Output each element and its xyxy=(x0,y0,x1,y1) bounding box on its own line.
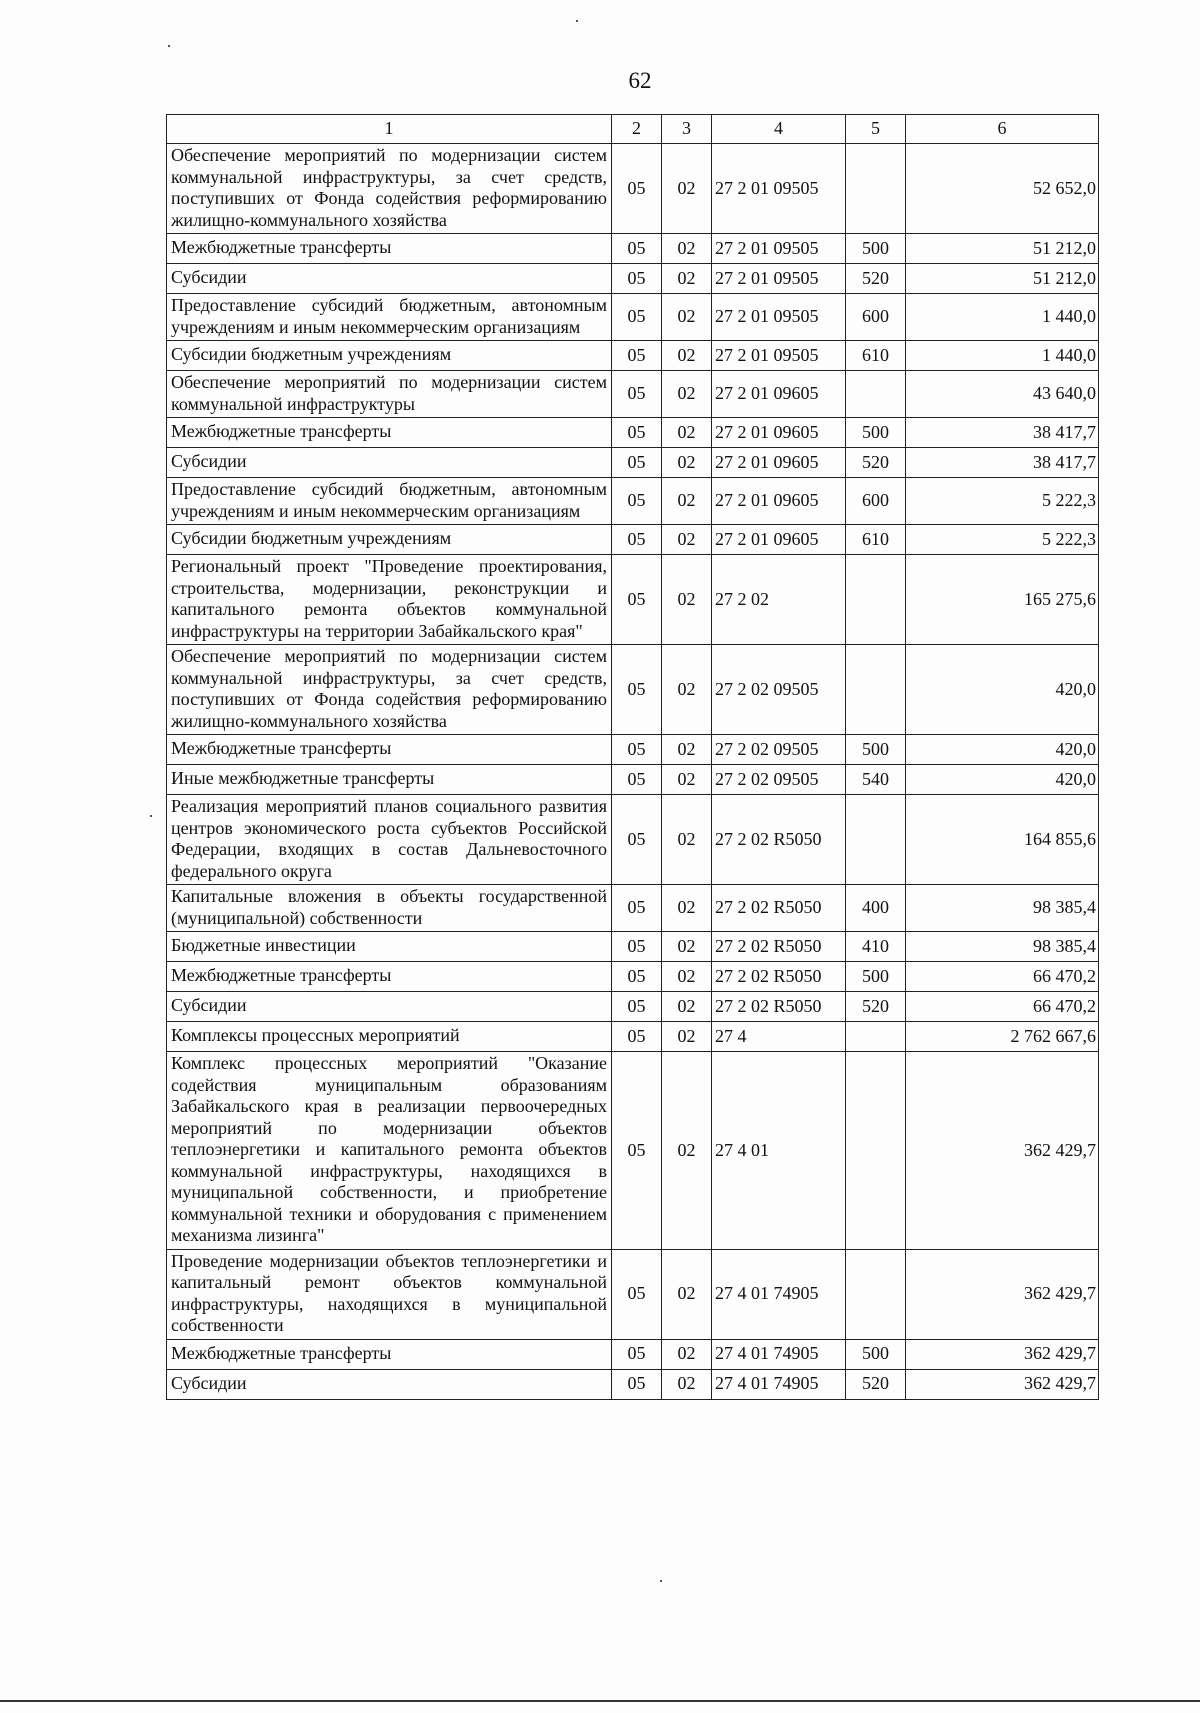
budget-item-name: Обеспечение мероприятий по модернизации систем коммунальной инфраструктуры, за счет средств, поступивших от Фонда содействия реформированию жилищно-коммунального хозяйства xyxy=(167,645,612,735)
table-row xyxy=(167,555,1099,645)
amount: 66 470,2 xyxy=(906,962,1099,992)
budget-item-name: Межбюджетные трансферты xyxy=(167,1339,612,1369)
expense-type-code: 410 xyxy=(846,932,906,962)
table-row xyxy=(167,645,1099,735)
expense-type-code xyxy=(846,795,906,885)
budget-item-name: Межбюджетные трансферты xyxy=(167,735,612,765)
expense-type-code xyxy=(846,1052,906,1250)
expense-type-code xyxy=(846,1249,906,1339)
section-code: 05 xyxy=(612,735,662,765)
subsection-code: 02 xyxy=(662,1369,712,1399)
table-row xyxy=(167,371,1099,418)
expense-type-code: 520 xyxy=(846,992,906,1022)
amount: 164 855,6 xyxy=(906,795,1099,885)
section-code: 05 xyxy=(612,1022,662,1052)
table-body xyxy=(167,144,1099,1400)
subsection-code: 02 xyxy=(662,735,712,765)
budget-item-name: Проведение модернизации объектов теплоэнергетики и капитальный ремонт объектов коммунальной инфраструктуры, находящихся в муниципальной собственности xyxy=(167,1249,612,1339)
scan-speck xyxy=(168,45,170,47)
target-article-code: 27 2 01 09505 xyxy=(712,294,846,341)
budget-item-name: Межбюджетные трансферты xyxy=(167,418,612,448)
expense-type-code: 600 xyxy=(846,294,906,341)
target-article-code: 27 2 01 09605 xyxy=(712,525,846,555)
section-code: 05 xyxy=(612,525,662,555)
target-article-code: 27 2 02 09505 xyxy=(712,735,846,765)
amount: 420,0 xyxy=(906,735,1099,765)
table-row xyxy=(167,1022,1099,1052)
target-article-code: 27 2 01 09505 xyxy=(712,264,846,294)
expense-type-code: 610 xyxy=(846,525,906,555)
subsection-code: 02 xyxy=(662,1022,712,1052)
budget-item-name: Предоставление субсидий бюджетным, автономным учреждениям и иным некоммерческим организациям xyxy=(167,294,612,341)
target-article-code: 27 2 02 R5050 xyxy=(712,932,846,962)
table-row xyxy=(167,962,1099,992)
section-code: 05 xyxy=(612,418,662,448)
budget-table xyxy=(166,114,1099,1400)
budget-item-name: Субсидии xyxy=(167,448,612,478)
table-row xyxy=(167,341,1099,371)
target-article-code: 27 2 01 09505 xyxy=(712,144,846,234)
scan-speck xyxy=(150,815,152,817)
target-article-code: 27 2 02 R5050 xyxy=(712,885,846,932)
budget-item-name: Субсидии xyxy=(167,264,612,294)
budget-item-name: Региональный проект "Проведение проектирования, строительства, модернизации, реконструкции и капитального ремонта объектов коммунальной инфраструктуры на территории Забайкальского края" xyxy=(167,555,612,645)
target-article-code: 27 2 01 09605 xyxy=(712,478,846,525)
subsection-code: 02 xyxy=(662,795,712,885)
scan-edge-line xyxy=(0,1700,1200,1702)
section-code: 05 xyxy=(612,962,662,992)
amount: 66 470,2 xyxy=(906,992,1099,1022)
budget-item-name: Комплекс процессных мероприятий "Оказание содействия муниципальным образованиям Забайкальского края в реализации первоочередных мероприятий по модернизации объектов теплоэнергетики и капитального ремонта объектов коммунальной инфраструктуры, находящихся в муниципальной собственности, и приобретение коммунальной техники и оборудования с применением механизма лизинга" xyxy=(167,1052,612,1250)
table-row xyxy=(167,735,1099,765)
section-code: 05 xyxy=(612,1369,662,1399)
column-header-4: 4 xyxy=(712,115,846,144)
amount: 51 212,0 xyxy=(906,264,1099,294)
section-code: 05 xyxy=(612,478,662,525)
subsection-code: 02 xyxy=(662,341,712,371)
section-code: 05 xyxy=(612,645,662,735)
subsection-code: 02 xyxy=(662,932,712,962)
column-header-2: 2 xyxy=(612,115,662,144)
column-header-5: 5 xyxy=(846,115,906,144)
amount: 38 417,7 xyxy=(906,448,1099,478)
budget-item-name: Предоставление субсидий бюджетным, автономным учреждениям и иным некоммерческим организациям xyxy=(167,478,612,525)
expense-type-code: 500 xyxy=(846,1339,906,1369)
budget-item-name: Межбюджетные трансферты xyxy=(167,962,612,992)
target-article-code: 27 4 01 74905 xyxy=(712,1369,846,1399)
expense-type-code: 500 xyxy=(846,234,906,264)
column-header-1: 1 xyxy=(167,115,612,144)
subsection-code: 02 xyxy=(662,962,712,992)
section-code: 05 xyxy=(612,765,662,795)
amount: 98 385,4 xyxy=(906,885,1099,932)
amount: 43 640,0 xyxy=(906,371,1099,418)
budget-item-name: Межбюджетные трансферты xyxy=(167,234,612,264)
target-article-code: 27 2 01 09605 xyxy=(712,448,846,478)
subsection-code: 02 xyxy=(662,992,712,1022)
expense-type-code xyxy=(846,555,906,645)
subsection-code: 02 xyxy=(662,264,712,294)
amount: 1 440,0 xyxy=(906,294,1099,341)
table-row xyxy=(167,885,1099,932)
scan-speck xyxy=(660,1580,662,1582)
expense-type-code xyxy=(846,371,906,418)
target-article-code: 27 2 01 09505 xyxy=(712,234,846,264)
target-article-code: 27 2 02 09505 xyxy=(712,765,846,795)
table-row xyxy=(167,448,1099,478)
subsection-code: 02 xyxy=(662,1052,712,1250)
table-row xyxy=(167,1369,1099,1399)
budget-item-name: Субсидии xyxy=(167,1369,612,1399)
section-code: 05 xyxy=(612,992,662,1022)
target-article-code: 27 2 02 R5050 xyxy=(712,962,846,992)
amount: 362 429,7 xyxy=(906,1369,1099,1399)
subsection-code: 02 xyxy=(662,645,712,735)
subsection-code: 02 xyxy=(662,765,712,795)
section-code: 05 xyxy=(612,341,662,371)
expense-type-code: 610 xyxy=(846,341,906,371)
subsection-code: 02 xyxy=(662,885,712,932)
expense-type-code xyxy=(846,645,906,735)
amount: 52 652,0 xyxy=(906,144,1099,234)
amount: 420,0 xyxy=(906,765,1099,795)
expense-type-code: 600 xyxy=(846,478,906,525)
table-row xyxy=(167,234,1099,264)
budget-item-name: Субсидии бюджетным учреждениям xyxy=(167,525,612,555)
target-article-code: 27 2 01 09505 xyxy=(712,341,846,371)
budget-item-name: Комплексы процессных мероприятий xyxy=(167,1022,612,1052)
budget-item-name: Реализация мероприятий планов социального развития центров экономического роста субъектов Российской Федерации, входящих в состав Дальневосточного федерального округа xyxy=(167,795,612,885)
amount: 362 429,7 xyxy=(906,1052,1099,1250)
budget-item-name: Обеспечение мероприятий по модернизации систем коммунальной инфраструктуры, за счет средств, поступивших от Фонда содействия реформированию жилищно-коммунального хозяйства xyxy=(167,144,612,234)
expense-type-code: 400 xyxy=(846,885,906,932)
subsection-code: 02 xyxy=(662,525,712,555)
target-article-code: 27 2 02 09505 xyxy=(712,645,846,735)
section-code: 05 xyxy=(612,555,662,645)
page-number: 62 xyxy=(628,68,652,93)
amount: 98 385,4 xyxy=(906,932,1099,962)
table-row xyxy=(167,1339,1099,1369)
table-row xyxy=(167,795,1099,885)
expense-type-code: 500 xyxy=(846,962,906,992)
subsection-code: 02 xyxy=(662,1249,712,1339)
target-article-code: 27 2 02 R5050 xyxy=(712,795,846,885)
section-code: 05 xyxy=(612,1249,662,1339)
budget-item-name: Субсидии бюджетным учреждениям xyxy=(167,341,612,371)
amount: 51 212,0 xyxy=(906,234,1099,264)
expense-type-code xyxy=(846,144,906,234)
section-code: 05 xyxy=(612,234,662,264)
table-row xyxy=(167,1052,1099,1250)
section-code: 05 xyxy=(612,294,662,341)
expense-type-code: 500 xyxy=(846,418,906,448)
table-row xyxy=(167,144,1099,234)
section-code: 05 xyxy=(612,264,662,294)
table-row xyxy=(167,992,1099,1022)
budget-item-name: Капитальные вложения в объекты государственной (муниципальной) собственности xyxy=(167,885,612,932)
amount: 2 762 667,6 xyxy=(906,1022,1099,1052)
section-code: 05 xyxy=(612,932,662,962)
section-code: 05 xyxy=(612,795,662,885)
budget-item-name: Обеспечение мероприятий по модернизации систем коммунальной инфраструктуры xyxy=(167,371,612,418)
column-header-3: 3 xyxy=(662,115,712,144)
section-code: 05 xyxy=(612,1052,662,1250)
expense-type-code: 520 xyxy=(846,264,906,294)
section-code: 05 xyxy=(612,1339,662,1369)
table-row xyxy=(167,1249,1099,1339)
target-article-code: 27 4 01 xyxy=(712,1052,846,1250)
amount: 420,0 xyxy=(906,645,1099,735)
target-article-code: 27 4 01 74905 xyxy=(712,1249,846,1339)
expense-type-code: 520 xyxy=(846,1369,906,1399)
expense-type-code: 520 xyxy=(846,448,906,478)
table-header-row xyxy=(167,115,1099,144)
section-code: 05 xyxy=(612,885,662,932)
target-article-code: 27 2 01 09605 xyxy=(712,418,846,448)
table-row xyxy=(167,525,1099,555)
amount: 5 222,3 xyxy=(906,525,1099,555)
table-row xyxy=(167,294,1099,341)
amount: 1 440,0 xyxy=(906,341,1099,371)
subsection-code: 02 xyxy=(662,1339,712,1369)
target-article-code: 27 2 02 R5050 xyxy=(712,992,846,1022)
target-article-code: 27 4 xyxy=(712,1022,846,1052)
subsection-code: 02 xyxy=(662,478,712,525)
section-code: 05 xyxy=(612,144,662,234)
expense-type-code: 500 xyxy=(846,735,906,765)
subsection-code: 02 xyxy=(662,418,712,448)
expense-type-code xyxy=(846,1022,906,1052)
section-code: 05 xyxy=(612,448,662,478)
budget-item-name: Иные межбюджетные трансферты xyxy=(167,765,612,795)
target-article-code: 27 2 02 xyxy=(712,555,846,645)
column-header-6: 6 xyxy=(906,115,1099,144)
amount: 362 429,7 xyxy=(906,1339,1099,1369)
expense-type-code: 540 xyxy=(846,765,906,795)
amount: 362 429,7 xyxy=(906,1249,1099,1339)
scan-speck xyxy=(576,20,578,22)
table-row xyxy=(167,932,1099,962)
subsection-code: 02 xyxy=(662,448,712,478)
table-row xyxy=(167,765,1099,795)
table-row xyxy=(167,264,1099,294)
target-article-code: 27 2 01 09605 xyxy=(712,371,846,418)
budget-item-name: Субсидии xyxy=(167,992,612,1022)
subsection-code: 02 xyxy=(662,371,712,418)
subsection-code: 02 xyxy=(662,234,712,264)
section-code: 05 xyxy=(612,371,662,418)
amount: 38 417,7 xyxy=(906,418,1099,448)
subsection-code: 02 xyxy=(662,555,712,645)
table-row xyxy=(167,478,1099,525)
table-row xyxy=(167,418,1099,448)
subsection-code: 02 xyxy=(662,144,712,234)
amount: 5 222,3 xyxy=(906,478,1099,525)
amount: 165 275,6 xyxy=(906,555,1099,645)
budget-item-name: Бюджетные инвестиции xyxy=(167,932,612,962)
target-article-code: 27 4 01 74905 xyxy=(712,1339,846,1369)
subsection-code: 02 xyxy=(662,294,712,341)
